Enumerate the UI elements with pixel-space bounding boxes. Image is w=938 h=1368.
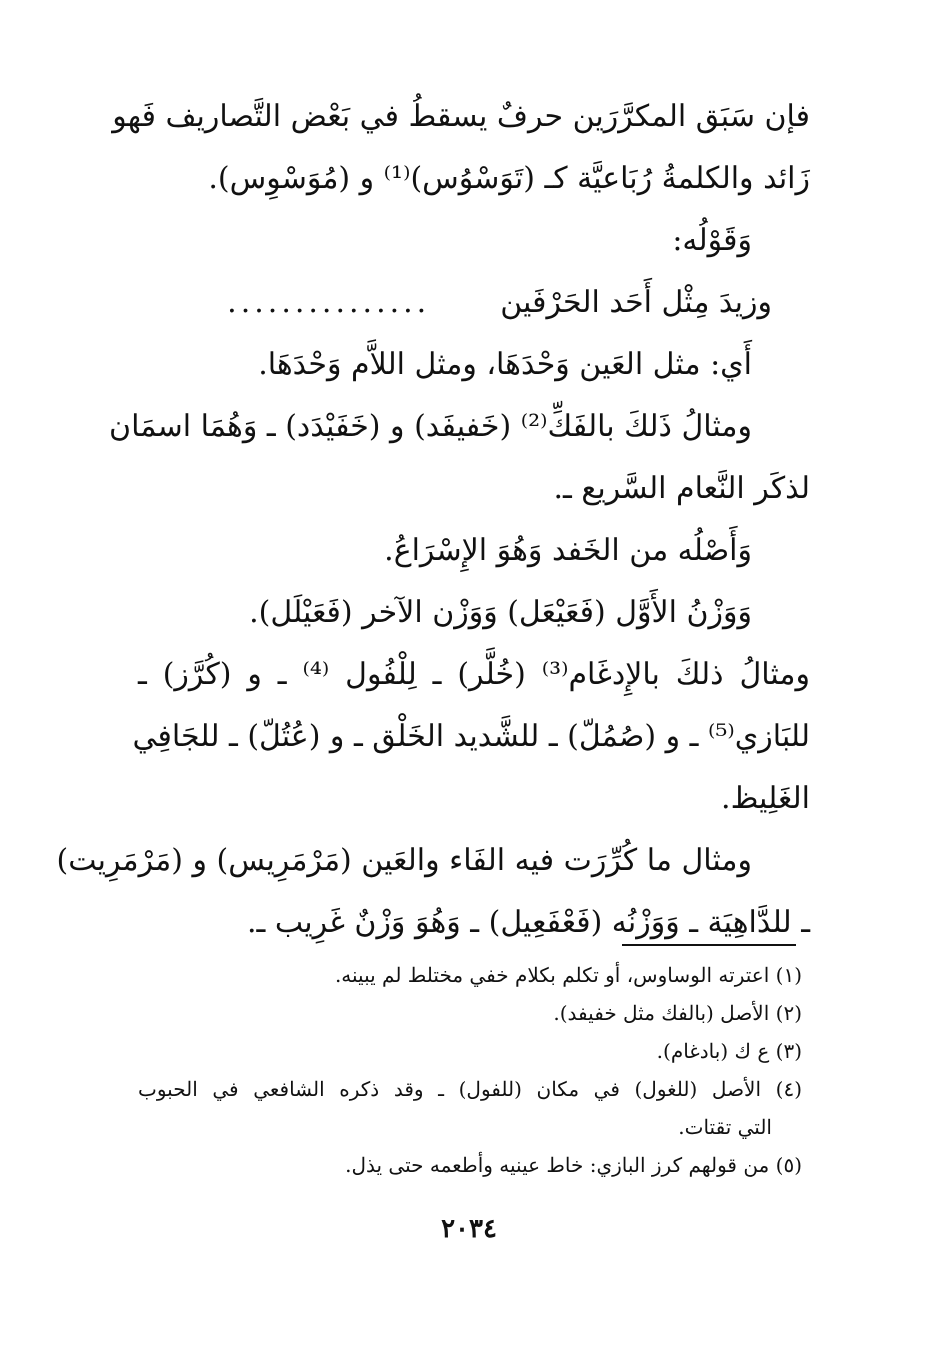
footnote: (١) اعترته الوساوس، أو تكلم بكلام خفي مختلط لم يبينه. xyxy=(334,963,802,987)
footnotes xyxy=(138,956,802,1184)
text-line: أَي: مثل العَين وَحْدَهَا، ومثل اللاَّم وَحْدَهَا. xyxy=(258,347,752,382)
text-line: ومثال ما كُرِّرَت فيه الفَاء والعَين (مَرْمَرِيس) و (مَرْمَرِيت) xyxy=(56,843,752,878)
text-line: لذكَر النَّعام السَّريع ـ. xyxy=(553,471,810,506)
page-number: ٢٠٣٤ xyxy=(441,1214,497,1244)
text-line: وَأَصْلُه من الخَفد وَهُوَ الإِسْرَاعُ. xyxy=(384,533,752,568)
text-line: وَقَوْلُه: xyxy=(672,223,752,258)
text-line: ـ للدَّاهِيَة ـ وَوَزْنُه (فَعْفَعِيل) ـ وَهُوَ وَزْنٌ غَرِيب ـ. xyxy=(246,905,810,940)
text-line: فإن سَبَق المكرَّرَين حرفٌ يسقطُ في بَعْض التَّصاريف فَهو xyxy=(112,99,810,134)
verse-line xyxy=(138,272,810,334)
verse-first-hemistich: وزيدَ مِثْل أَحَد الحَرْفَين xyxy=(500,285,772,320)
footnote: (٥) من قولهم كرز البازي: خاط عينيه وأطعمه حتى يذل. xyxy=(345,1153,802,1177)
text-line: للبَازي⁽⁵⁾ ـ و (صُمُلّ) ـ للشَّديد الخَلْق ـ و (عُتُلّ) ـ للجَافِي xyxy=(132,719,810,754)
footnote: (٢) الأصل (بالفك مثل خفيفد). xyxy=(553,1001,802,1025)
footnote: (٤) الأصل (للغول) في مكان (للفول) ـ وقد ذكره الشافعي في الحبوب xyxy=(138,1077,802,1101)
text-line: ومثالُ ذلكَ بالإِدغَام⁽³⁾ (خُلَّر) ـ لِلْفُول ⁽⁴⁾ ـ و (كُرَّز) ـ xyxy=(138,657,810,692)
text-line: وَوَزْنُ الأَوَّل (فَعَيْعَل) وَوَزْن الآخر (فَعَيْلَل). xyxy=(249,595,752,630)
verse-second-hemistich: ............... xyxy=(227,285,431,320)
text-line: الغَلِيظ. xyxy=(721,781,810,816)
main-text xyxy=(56,86,810,954)
text-line: زَائد والكلمةُ رُبَاعيَّة كـ (تَوَسْوُس)⁽¹⁾ و (مُوَسْوِس). xyxy=(208,161,810,196)
footnote-separator xyxy=(622,944,796,946)
footnote: (٣) ع ك (بادغام). xyxy=(656,1039,802,1063)
footnote-continuation: التي تقتات. xyxy=(678,1115,772,1139)
text-line: ومثالُ ذَلكَ بالفَكِّ⁽²⁾ (خَفيفَد) و (خَفَيْدَد) ـ وَهُمَا اسمَان xyxy=(109,409,752,444)
